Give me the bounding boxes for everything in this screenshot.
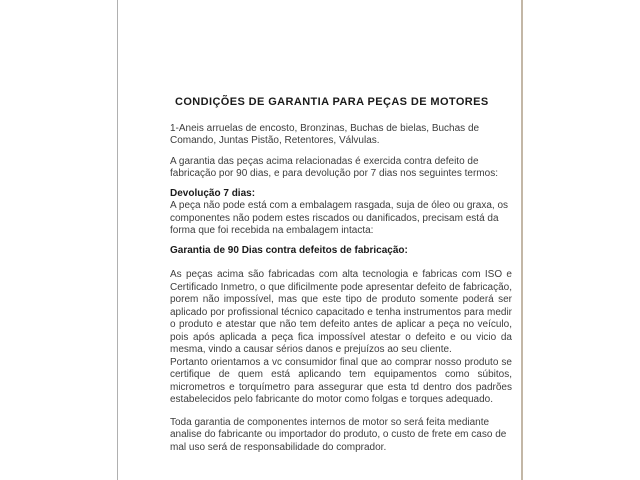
document-content [170,96,512,454]
paragraph-parts-list: 1-Aneis arruelas de encosto, Bronzinas, Buchas de bielas, Buchas de Comando, Juntas Pistão, Retentores, Válvulas. [170,122,480,146]
paragraph-warranty-terms: A garantia das peças acima relacionadas é exercida contra defeito de fabricação por 90 dias, e para devolução por 7 dias nos seguintes termos: [170,155,498,179]
paragraph-warranty-analysis: Toda garantia de componentes internos de motor so será feita mediante analise do fabricante ou importador do produto, o custo de frete em caso de mal uso será de responsabilidade do comprador. [170,416,507,453]
page-right-edge-line [521,0,523,480]
heading-garantia-90-dias: Garantia de 90 Dias contra defeitos de fabricação: [170,244,408,256]
heading-devolucao-7-dias: Devolução 7 dias: [170,187,256,199]
paragraph-consumer-guidance: Portanto orientamos a vc consumidor final que ao comprar nosso produto se certifique de quem está aplicando tem equipamentos como súbitos, micrometros e torquímetro para assegurar que esta td dentro dos padrões estabelecidos pelo fabricante do motor como folgas e torques adequado. [170,356,512,405]
paragraph-fabrication-quality: As peças acima são fabricadas com alta tecnologia e fabricas com ISO e Certificado Inmetro, o que dificilmente pode apresentar defeito de fabricação, porem não impossível, mas que este tipo de produto somente poderá ser aplicado por profissional técnico capacitado e tenha instrumentos para medir o produto e atestar que não tem defeito antes de aplicar a peça no veículo, pois após aplicada a peça fica impossível atestar o defeito e ou vicio da mesma, vindo a causar sérios danos e prejuízos ao seu cliente. [170,269,512,355]
page-left-edge-line [117,0,118,480]
document-title: CONDIÇÕES DE GARANTIA PARA PEÇAS DE MOTORES [175,96,489,108]
paragraph-devolucao-conditions: A peça não pode está com a embalagem rasgada, suja de óleo ou graxa, os componentes não podem estes riscados ou danificados, precisam está da forma que foi recebida na embalagem intacta: [170,200,509,236]
